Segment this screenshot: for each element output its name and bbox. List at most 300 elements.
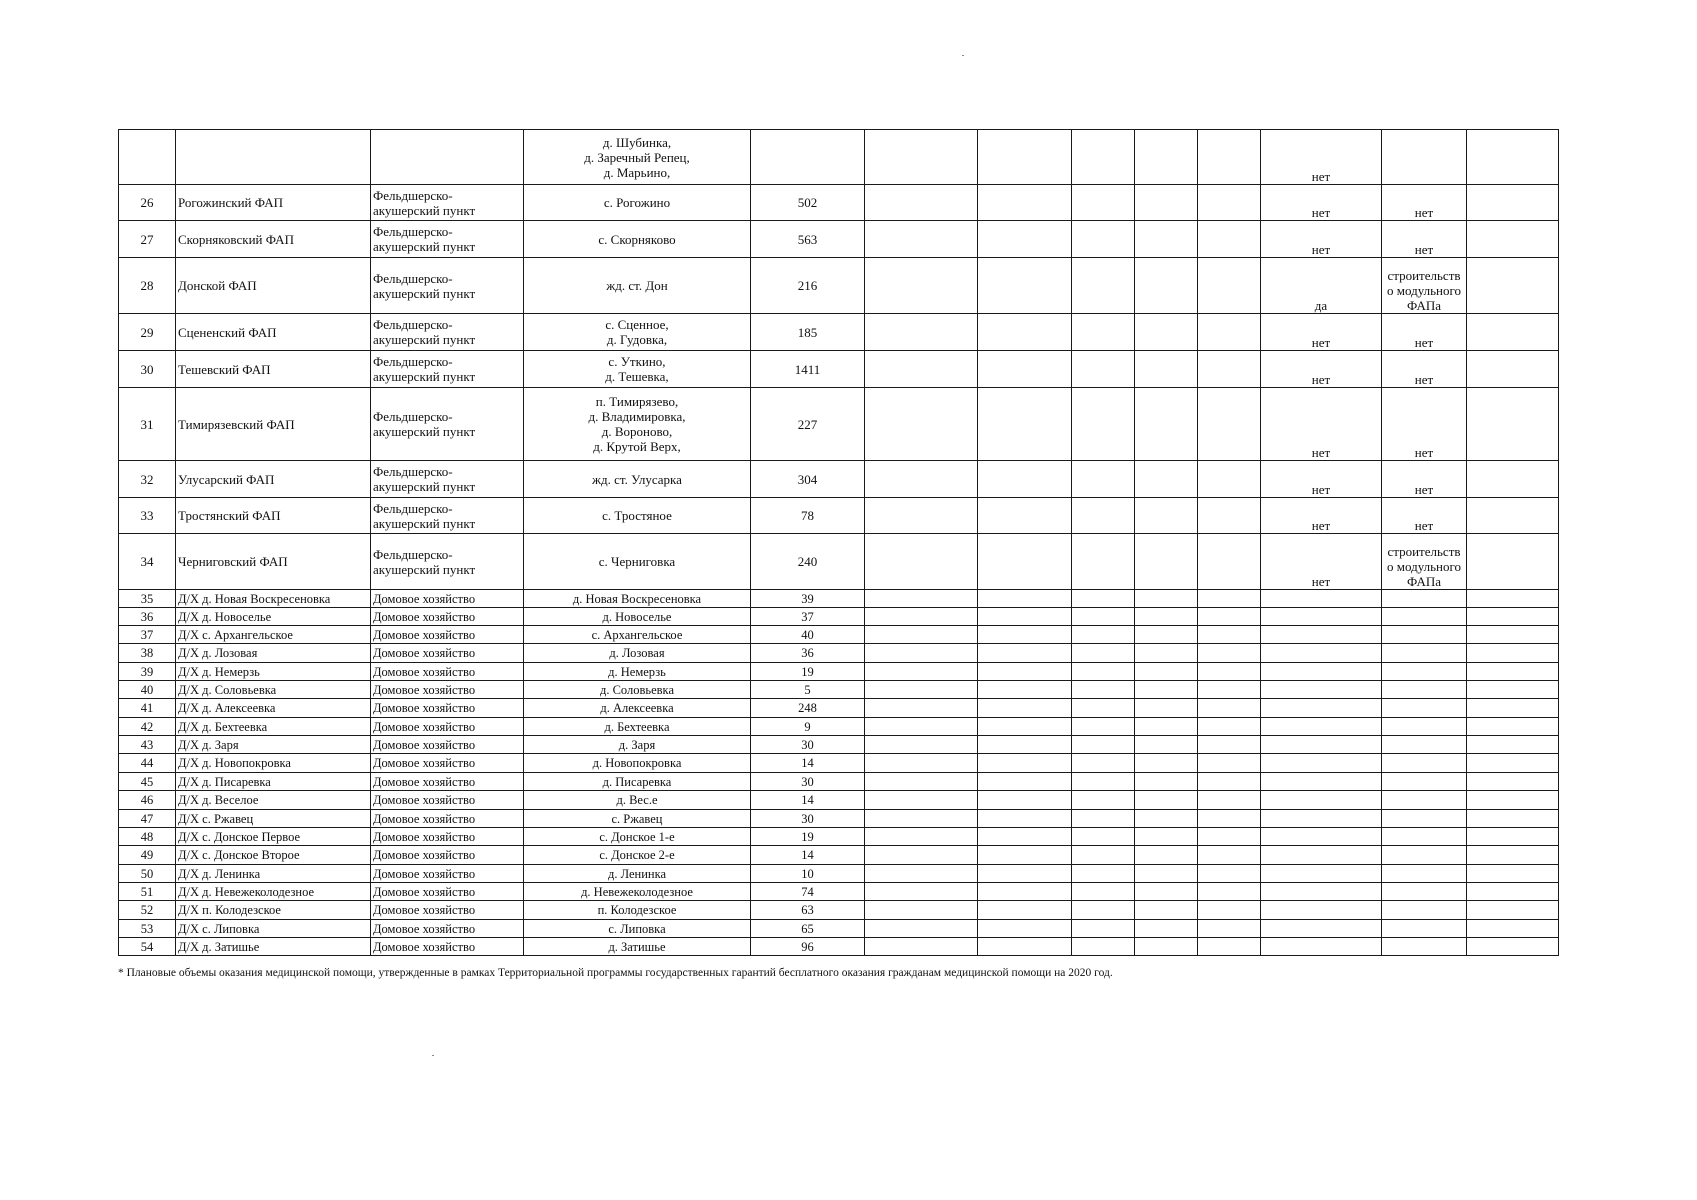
empty-cell (1467, 791, 1559, 810)
empty-cell (1072, 644, 1135, 663)
empty-cell (1467, 130, 1559, 185)
settlement-line: д. Алексеевка (600, 701, 674, 715)
empty-cell (1072, 388, 1135, 461)
plan-cell (1382, 608, 1467, 626)
plan-cell (1382, 185, 1467, 221)
empty-cell (1135, 608, 1198, 626)
empty-cell (1467, 626, 1559, 644)
settlement-cell (524, 901, 751, 920)
settlement-cell (524, 258, 751, 314)
facility-type-line: Домовое хозяйство (373, 591, 476, 606)
empty-cell (1198, 865, 1261, 883)
empty-cell (1467, 901, 1559, 920)
empty-cell (1072, 130, 1135, 185)
facility-name-cell: Донской ФАП (176, 258, 371, 314)
row-number-cell: 49 (119, 846, 176, 865)
empty-cell (1135, 901, 1198, 920)
settlement-cell (524, 681, 751, 699)
empty-cell (1072, 810, 1135, 828)
status-cell (1261, 920, 1382, 938)
row-number-cell: 51 (119, 883, 176, 901)
empty-cell (1198, 534, 1261, 590)
row-number-cell: 37 (119, 626, 176, 644)
empty-cell (865, 626, 978, 644)
empty-cell (1072, 938, 1135, 956)
facility-type-line: акушерский пункт (373, 479, 476, 494)
facility-type-cell (371, 185, 524, 221)
row-number-cell: 39 (119, 663, 176, 681)
empty-cell (1135, 388, 1198, 461)
empty-cell (1198, 258, 1261, 314)
row-number-cell: 47 (119, 810, 176, 828)
empty-cell (1467, 810, 1559, 828)
table-row (119, 810, 1559, 828)
facility-type-cell (371, 461, 524, 498)
facility-name-cell: Д/Х д. Лозовая (176, 644, 371, 663)
status-cell: нет (1261, 498, 1382, 534)
table-row (119, 920, 1559, 938)
empty-cell (978, 736, 1072, 754)
settlement-line: д. Соловьевка (599, 682, 674, 697)
facility-type-line: Фельдшерско- (373, 464, 453, 479)
population-cell: 185 (751, 314, 865, 351)
facility-name-cell: Д/Х с. Архангельское (176, 626, 371, 644)
footnote: * Плановые объемы оказания медицинской помощи, утвержденные в рамках Территориальной программы государственных гарантий бесплатного оказания гражданам медицинской помощи на 2020 год. (118, 967, 1113, 979)
facility-type-line: Домовое хозяйство (373, 829, 476, 844)
empty-cell (1135, 534, 1198, 590)
facility-type-cell (371, 258, 524, 314)
facility-type-cell (371, 754, 524, 773)
empty-cell (1467, 258, 1559, 314)
empty-cell (1072, 828, 1135, 846)
settlement-cell (524, 791, 751, 810)
population-cell (751, 130, 865, 185)
row-number-cell: 35 (119, 590, 176, 608)
facility-type-cell (371, 130, 524, 185)
empty-cell (865, 901, 978, 920)
plan-cell (1382, 791, 1467, 810)
table-row (119, 773, 1559, 791)
settlement-line: жд. ст. Дон (606, 278, 668, 293)
empty-cell (865, 736, 978, 754)
status-cell (1261, 938, 1382, 956)
empty-cell (1467, 699, 1559, 718)
settlement-cell (524, 773, 751, 791)
settlement-line: д. Затишье (608, 939, 666, 954)
facility-name-cell: Тешевский ФАП (176, 351, 371, 388)
facility-type-cell (371, 626, 524, 644)
facility-type-line: Домовое хозяйство (373, 884, 476, 899)
settlement-cell (524, 314, 751, 351)
plan-line: строительств (1387, 268, 1461, 283)
population-cell: 14 (751, 791, 865, 810)
table-row (119, 258, 1559, 314)
empty-cell (1198, 681, 1261, 699)
row-number-cell: 32 (119, 461, 176, 498)
empty-cell (1467, 461, 1559, 498)
row-number-cell: 40 (119, 681, 176, 699)
empty-cell (1467, 388, 1559, 461)
empty-cell (865, 388, 978, 461)
settlement-cell (524, 590, 751, 608)
settlement-cell (524, 865, 751, 883)
facility-type-cell (371, 534, 524, 590)
empty-cell (1467, 938, 1559, 956)
empty-cell (1072, 791, 1135, 810)
empty-cell (1198, 130, 1261, 185)
empty-cell (865, 846, 978, 865)
facility-type-cell (371, 920, 524, 938)
status-cell (1261, 626, 1382, 644)
empty-cell (865, 681, 978, 699)
empty-cell (1072, 736, 1135, 754)
table-row (119, 791, 1559, 810)
empty-cell (1467, 846, 1559, 865)
plan-cell (1382, 663, 1467, 681)
population-cell: 240 (751, 534, 865, 590)
empty-cell (1467, 608, 1559, 626)
facility-name-cell: Д/Х п. Колодезское (176, 901, 371, 920)
status-cell (1261, 754, 1382, 773)
facility-type-cell (371, 590, 524, 608)
empty-cell (1198, 663, 1261, 681)
plan-cell (1382, 388, 1467, 461)
empty-cell (978, 663, 1072, 681)
empty-cell (978, 534, 1072, 590)
table-row (119, 461, 1559, 498)
row-number-cell (119, 130, 176, 185)
empty-cell (1467, 663, 1559, 681)
plan-cell (1382, 773, 1467, 791)
facility-type-cell (371, 810, 524, 828)
population-cell: 1411 (751, 351, 865, 388)
settlement-cell (524, 699, 751, 718)
empty-cell (865, 663, 978, 681)
empty-cell (1198, 626, 1261, 644)
plan-line: строительств (1387, 544, 1461, 559)
facility-type-cell (371, 883, 524, 901)
row-number-cell: 54 (119, 938, 176, 956)
plan-cell (1382, 258, 1467, 314)
status-cell (1261, 846, 1382, 865)
plan-cell (1382, 810, 1467, 828)
empty-cell (978, 644, 1072, 663)
settlement-cell (524, 534, 751, 590)
facility-name-cell: Улусарский ФАП (176, 461, 371, 498)
table-row (119, 351, 1559, 388)
empty-cell (1072, 314, 1135, 351)
empty-cell (865, 534, 978, 590)
settlement-line: д. Новоселье (602, 609, 672, 624)
empty-cell (1467, 534, 1559, 590)
empty-cell (1467, 498, 1559, 534)
facility-type-line: акушерский пункт (373, 239, 476, 254)
empty-cell (978, 590, 1072, 608)
facilities-table (118, 129, 1559, 956)
facility-type-cell (371, 608, 524, 626)
settlement-line: с. Ржавец (611, 811, 663, 826)
settlement-cell (524, 185, 751, 221)
facility-name-cell: Д/Х д. Новопокровка (176, 754, 371, 773)
empty-cell (978, 846, 1072, 865)
plan-cell (1382, 461, 1467, 498)
empty-cell (1198, 883, 1261, 901)
facility-type-line: Домовое хозяйство (373, 756, 476, 770)
empty-cell (1198, 754, 1261, 773)
empty-cell (865, 938, 978, 956)
facility-type-cell (371, 773, 524, 791)
facility-type-line: Домовое хозяйство (373, 701, 476, 715)
settlement-cell (524, 828, 751, 846)
facility-type-line: Домовое хозяйство (373, 627, 476, 642)
plan-line: нет (1414, 372, 1434, 387)
settlement-line: жд. ст. Улусарка (592, 471, 682, 487)
table-row (119, 130, 1559, 185)
table-row (119, 185, 1559, 221)
table-row (119, 754, 1559, 773)
empty-cell (1135, 498, 1198, 534)
empty-cell (1198, 846, 1261, 865)
empty-cell (978, 608, 1072, 626)
facility-name-cell: Д/Х д. Новая Воскресеновка (176, 590, 371, 608)
settlement-cell (524, 810, 751, 828)
plan-cell (1382, 901, 1467, 920)
empty-cell (1135, 351, 1198, 388)
facility-type-line: акушерский пункт (373, 285, 476, 301)
empty-cell (1072, 699, 1135, 718)
facility-type-line: Домовое хозяйство (373, 866, 476, 881)
facility-name-cell: Д/Х с. Липовка (176, 920, 371, 938)
status-cell: нет (1261, 185, 1382, 221)
plan-cell (1382, 865, 1467, 883)
population-cell: 502 (751, 185, 865, 221)
population-cell: 30 (751, 736, 865, 754)
plan-cell (1382, 846, 1467, 865)
empty-cell (865, 810, 978, 828)
row-number-cell: 28 (119, 258, 176, 314)
scan-speck (962, 55, 964, 56)
plan-cell (1382, 351, 1467, 388)
settlement-cell (524, 498, 751, 534)
status-cell (1261, 736, 1382, 754)
facility-type-line: Фельдшерско- (373, 546, 453, 562)
table-row (119, 221, 1559, 258)
facility-type-cell (371, 846, 524, 865)
facility-name-cell: Тимирязевский ФАП (176, 388, 371, 461)
settlement-line: с. Архангельское (591, 627, 683, 642)
facility-type-line: Домовое хозяйство (373, 793, 476, 807)
table-row (119, 901, 1559, 920)
empty-cell (865, 608, 978, 626)
facility-type-line: Домовое хозяйство (373, 719, 476, 734)
row-number-cell: 52 (119, 901, 176, 920)
empty-cell (978, 791, 1072, 810)
facility-name-cell: Д/Х д. Затишье (176, 938, 371, 956)
table-row (119, 865, 1559, 883)
facility-type-cell (371, 718, 524, 736)
plan-cell (1382, 681, 1467, 699)
empty-cell (1135, 699, 1198, 718)
empty-cell (1072, 754, 1135, 773)
empty-cell (1467, 681, 1559, 699)
settlement-line: д. Заря (618, 737, 656, 752)
plan-cell (1382, 130, 1467, 185)
empty-cell (1198, 828, 1261, 846)
facility-type-cell (371, 388, 524, 461)
row-number-cell: 29 (119, 314, 176, 351)
table-row (119, 663, 1559, 681)
row-number-cell: 27 (119, 221, 176, 258)
population-cell: 36 (751, 644, 865, 663)
empty-cell (1467, 590, 1559, 608)
facility-type-cell (371, 314, 524, 351)
facility-type-line: акушерский пункт (373, 561, 476, 577)
plan-cell (1382, 314, 1467, 351)
settlement-cell (524, 461, 751, 498)
facility-type-cell (371, 351, 524, 388)
status-cell (1261, 901, 1382, 920)
settlement-line: д. Новопокровка (592, 756, 682, 770)
settlement-cell (524, 846, 751, 865)
empty-cell (1467, 920, 1559, 938)
empty-cell (978, 883, 1072, 901)
population-cell: 14 (751, 754, 865, 773)
plan-cell (1382, 920, 1467, 938)
table-row (119, 883, 1559, 901)
population-cell: 304 (751, 461, 865, 498)
row-number-cell: 34 (119, 534, 176, 590)
settlement-line: с. Донское 1-е (599, 829, 675, 844)
status-cell: нет (1261, 534, 1382, 590)
table-row (119, 608, 1559, 626)
empty-cell (865, 791, 978, 810)
table-row (119, 828, 1559, 846)
empty-cell (1072, 351, 1135, 388)
facility-name-cell: Тростянский ФАП (176, 498, 371, 534)
facility-name-cell: Черниговский ФАП (176, 534, 371, 590)
facility-type-line: акушерский пункт (373, 202, 476, 218)
population-cell: 216 (751, 258, 865, 314)
facility-name-cell: Сцененский ФАП (176, 314, 371, 351)
plan-cell (1382, 590, 1467, 608)
facility-name-cell: Д/Х д. Немерзь (176, 663, 371, 681)
settlement-line: д. Бехтеевка (604, 719, 670, 734)
plan-cell (1382, 534, 1467, 590)
table-row (119, 699, 1559, 718)
settlement-line: с. Черниговка (598, 554, 676, 569)
population-cell: 65 (751, 920, 865, 938)
population-cell: 563 (751, 221, 865, 258)
plan-cell (1382, 718, 1467, 736)
empty-cell (978, 388, 1072, 461)
settlement-cell (524, 221, 751, 258)
empty-cell (978, 314, 1072, 351)
facility-type-line: Фельдшерско- (373, 500, 453, 516)
settlement-line: д. Гудовка, (606, 332, 668, 347)
empty-cell (1198, 920, 1261, 938)
scan-speck (432, 1055, 434, 1056)
settlement-cell (524, 626, 751, 644)
empty-cell (1198, 773, 1261, 791)
settlement-line: д. Вес.е (616, 793, 658, 807)
facility-name-cell: Д/Х д. Писаревка (176, 773, 371, 791)
plan-line: о модульного (1386, 283, 1462, 298)
facility-type-cell (371, 681, 524, 699)
empty-cell (1135, 754, 1198, 773)
settlement-line: д. Шубинка, (602, 134, 672, 150)
population-cell: 96 (751, 938, 865, 956)
facility-type-line: Домовое хозяйство (373, 903, 476, 917)
plan-cell (1382, 626, 1467, 644)
empty-cell (1467, 221, 1559, 258)
settlement-line: д. Тешевка, (605, 369, 669, 384)
empty-cell (1135, 130, 1198, 185)
plan-line: о модульного (1386, 559, 1462, 574)
settlement-line: с. Сценное, (605, 317, 669, 332)
settlement-line: д. Лозовая (609, 646, 665, 660)
facility-type-line: Домовое хозяйство (373, 921, 476, 936)
empty-cell (1135, 258, 1198, 314)
facility-type-cell (371, 736, 524, 754)
status-cell (1261, 718, 1382, 736)
empty-cell (865, 883, 978, 901)
empty-cell (1135, 461, 1198, 498)
table-row (119, 846, 1559, 865)
row-number-cell: 50 (119, 865, 176, 883)
empty-cell (1072, 846, 1135, 865)
settlement-cell (524, 388, 751, 461)
empty-cell (1467, 718, 1559, 736)
row-number-cell: 33 (119, 498, 176, 534)
empty-cell (978, 828, 1072, 846)
table-row (119, 681, 1559, 699)
empty-cell (1135, 846, 1198, 865)
empty-cell (1198, 791, 1261, 810)
empty-cell (978, 258, 1072, 314)
empty-cell (865, 461, 978, 498)
facility-name-cell: Д/Х д. Ленинка (176, 865, 371, 883)
empty-cell (1198, 221, 1261, 258)
row-number-cell: 53 (119, 920, 176, 938)
empty-cell (978, 681, 1072, 699)
population-cell: 227 (751, 388, 865, 461)
row-number-cell: 46 (119, 791, 176, 810)
settlement-line: д. Новая Воскресеновка (572, 591, 702, 606)
empty-cell (865, 718, 978, 736)
empty-cell (1072, 865, 1135, 883)
settlement-line: д. Заречный Репец, (584, 149, 690, 165)
facility-type-line: Фельдшерско- (373, 354, 453, 369)
status-cell (1261, 773, 1382, 791)
plan-cell (1382, 736, 1467, 754)
facility-type-cell (371, 644, 524, 663)
empty-cell (1135, 644, 1198, 663)
empty-cell (1135, 828, 1198, 846)
plan-cell (1382, 883, 1467, 901)
status-cell (1261, 681, 1382, 699)
empty-cell (1135, 221, 1198, 258)
settlement-cell (524, 938, 751, 956)
facility-name-cell: Рогожинский ФАП (176, 185, 371, 221)
settlement-line: с. Донское 2-е (599, 848, 675, 862)
empty-cell (978, 810, 1072, 828)
population-cell: 9 (751, 718, 865, 736)
empty-cell (1135, 810, 1198, 828)
row-number-cell: 38 (119, 644, 176, 663)
facility-name-cell: Д/Х д. Соловьевка (176, 681, 371, 699)
settlement-cell (524, 130, 751, 185)
facility-name-cell: Д/Х с. Ржавец (176, 810, 371, 828)
